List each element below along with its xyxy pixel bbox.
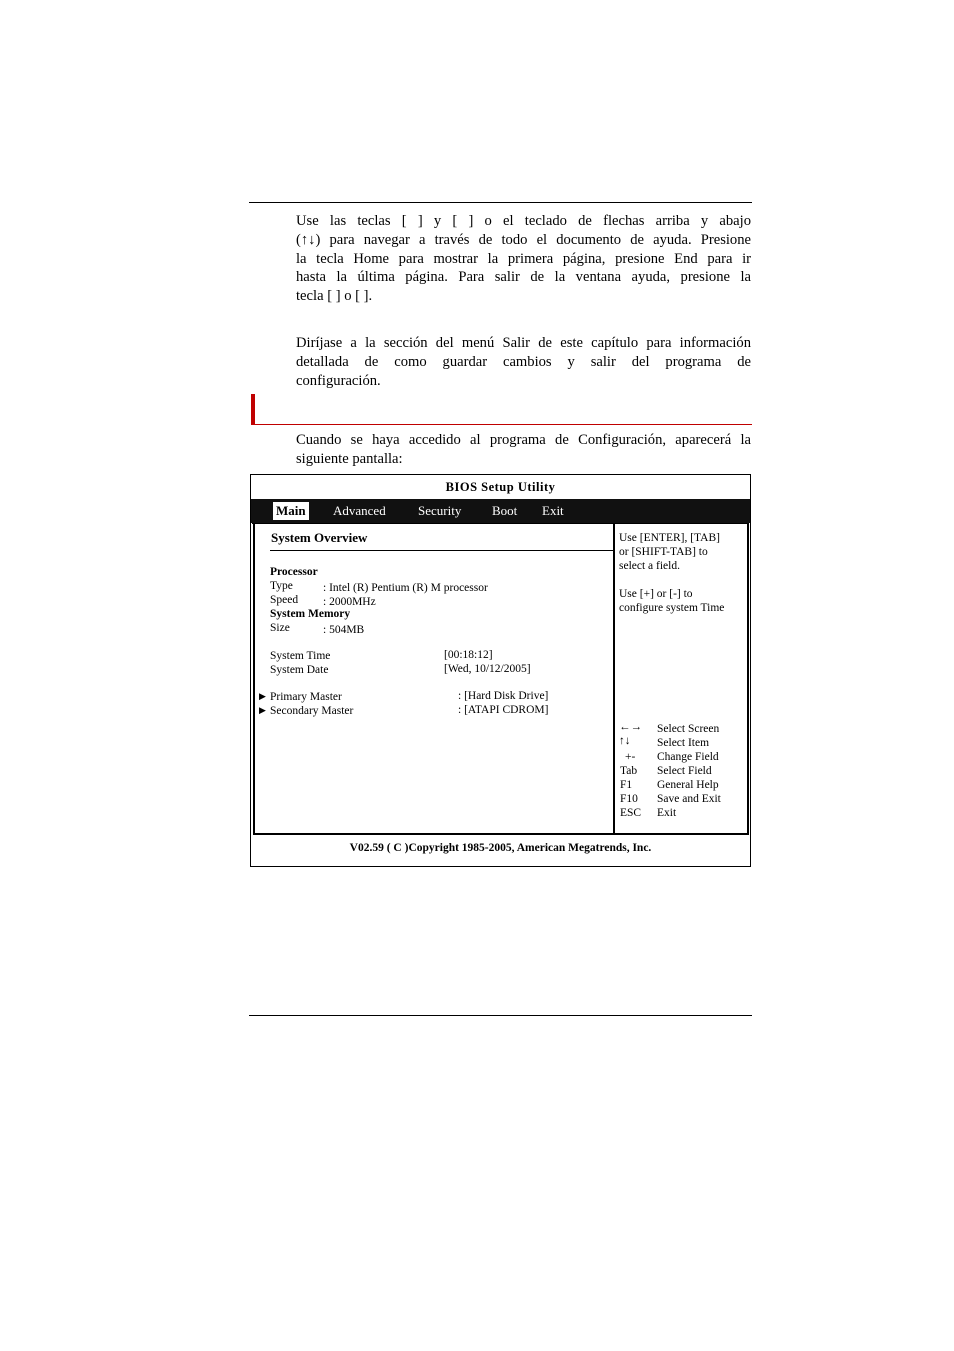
system-date-label: System Date bbox=[270, 664, 329, 676]
size-value: : 504MB bbox=[323, 624, 365, 636]
primary-master-item[interactable]: Primary Master bbox=[270, 691, 342, 703]
bios-help-panel bbox=[613, 524, 749, 835]
up-down-arrows-icon: ↑↓ bbox=[619, 735, 631, 747]
key-desc: Change Field bbox=[657, 751, 719, 763]
paragraph-line: la tecla Home para mostrar la primera página, presione End para ir bbox=[296, 250, 751, 267]
paragraph-exit-info bbox=[296, 334, 751, 390]
paragraph-line: Cuando se haya accedido al programa de Configuración, aparecerá la bbox=[296, 432, 751, 448]
paragraph-line: hasta la última página. Para salir de la ventana ayuda, presione la bbox=[296, 269, 751, 286]
key-desc: Select Screen bbox=[657, 723, 720, 735]
section-heading-rule bbox=[251, 424, 752, 425]
help-text-line: select a field. bbox=[619, 560, 680, 572]
bios-footer: V02.59 ( C )Copyright 1985-2005, American Megatrends, Inc. bbox=[349, 842, 652, 854]
secondary-master-value: : [ATAPI CDROM] bbox=[458, 704, 549, 716]
submenu-arrow-icon: ▶ bbox=[259, 691, 266, 701]
type-label: Type bbox=[270, 580, 293, 592]
section-heading-marker bbox=[251, 394, 255, 425]
system-time-label: System Time bbox=[270, 650, 331, 662]
bios-screenshot bbox=[250, 474, 751, 867]
speed-label: Speed bbox=[270, 594, 299, 606]
key-label: +- bbox=[625, 751, 636, 763]
help-text-line: or [SHIFT-TAB] to bbox=[619, 546, 708, 558]
paragraph-line: Diríjase a la sección del menú Salir de este capítulo para información bbox=[296, 335, 751, 351]
system-time-field[interactable]: [00:18:12] bbox=[444, 649, 493, 661]
bios-menubar bbox=[251, 499, 750, 523]
size-label: Size bbox=[270, 622, 290, 634]
top-rule bbox=[249, 202, 752, 203]
paragraph-help-keys bbox=[296, 212, 751, 306]
submenu-arrow-icon: ▶ bbox=[259, 705, 266, 715]
paragraph-line: Use las teclas [ ] y [ ] o el teclado de flechas arriba y abajo bbox=[296, 213, 751, 229]
key-label: ESC bbox=[620, 807, 642, 819]
primary-master-value: : [Hard Disk Drive] bbox=[458, 690, 549, 702]
help-text-line: configure system Time bbox=[619, 602, 725, 614]
bios-title: BIOS Setup Utility bbox=[445, 480, 556, 494]
key-label: F1 bbox=[620, 779, 633, 791]
key-desc: Exit bbox=[657, 807, 677, 819]
paragraph-line: (↑↓) para navegar a través de todo el documento de ayuda. Presione bbox=[296, 231, 751, 248]
tab-security[interactable]: Security bbox=[418, 503, 462, 518]
paragraph-line: tecla [ ] o [ ]. bbox=[296, 288, 373, 305]
processor-heading: Processor bbox=[270, 566, 318, 578]
help-text-line: Use [ENTER], [TAB] bbox=[619, 532, 720, 544]
tab-advanced[interactable]: Advanced bbox=[333, 503, 386, 518]
help-text-line: Use [+] or [-] to bbox=[619, 588, 693, 600]
bios-body bbox=[252, 523, 749, 833]
section-title: System Overview bbox=[271, 530, 368, 545]
key-desc: Select Item bbox=[657, 737, 710, 749]
paragraph-line: siguiente pantalla: bbox=[296, 450, 403, 467]
key-desc: General Help bbox=[657, 779, 719, 791]
tab-main[interactable]: Main bbox=[273, 502, 309, 520]
key-desc: Select Field bbox=[657, 765, 712, 777]
bios-main-panel bbox=[253, 524, 615, 835]
tab-boot[interactable]: Boot bbox=[492, 503, 518, 518]
secondary-master-item[interactable]: Secondary Master bbox=[270, 705, 354, 717]
speed-value: : 2000MHz bbox=[323, 596, 376, 608]
paragraph-line: configuración. bbox=[296, 372, 381, 389]
left-right-arrows-icon: ←→ bbox=[619, 721, 642, 733]
section-title-rule bbox=[270, 550, 613, 551]
paragraph-setup-intro bbox=[296, 431, 751, 469]
system-date-field[interactable]: [Wed, 10/12/2005] bbox=[444, 663, 531, 675]
memory-heading: System Memory bbox=[270, 608, 351, 620]
key-label: F10 bbox=[620, 793, 638, 805]
bottom-rule bbox=[249, 1015, 752, 1016]
key-desc: Save and Exit bbox=[657, 793, 721, 805]
tab-exit[interactable]: Exit bbox=[542, 503, 564, 518]
key-label: Tab bbox=[620, 765, 638, 777]
paragraph-line: detallada de como guardar cambios y salir del programa de bbox=[296, 353, 751, 370]
type-value: : Intel (R) Pentium (R) M processor bbox=[323, 582, 488, 594]
